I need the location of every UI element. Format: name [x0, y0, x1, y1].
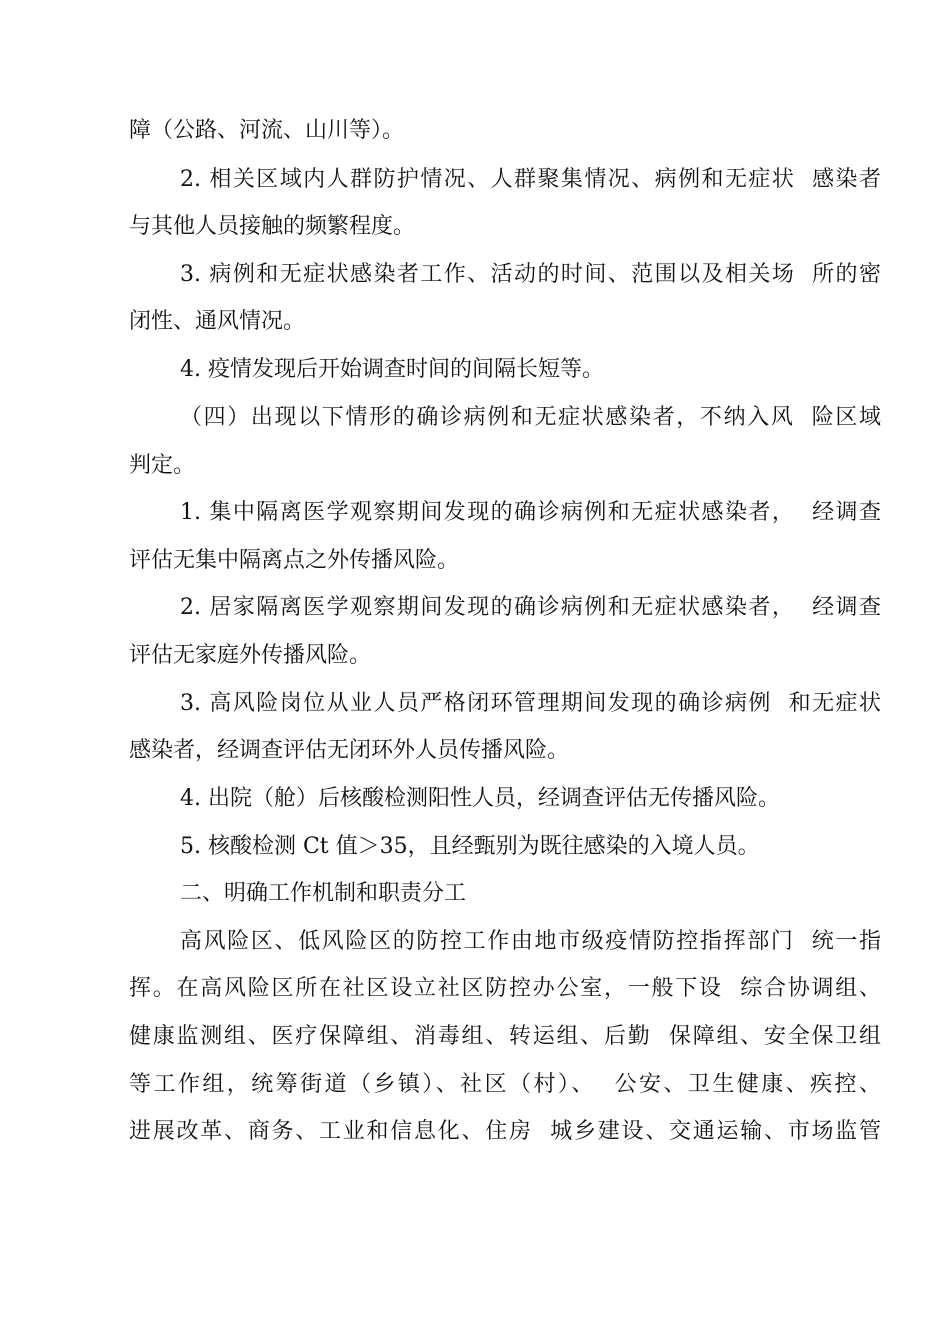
text-line: 闭性、通风情况。 [129, 309, 306, 334]
text-line: 进展改革、商务、工业和信息化、住房 城乡建设、交通运输、市场监管 [129, 1119, 881, 1144]
text-line: 2. 居家隔离医学观察期间发现的确诊病例和无症状感染者， 经调查 [180, 595, 881, 620]
text-line: 评估无集中隔离点之外传播风险。 [129, 548, 460, 573]
text-line: 4. 疫情发现后开始调查时间的间隔长短等。 [180, 357, 604, 382]
text-line: 1. 集中隔离医学观察期间发现的确诊病例和无症状感染者， 经调查 [180, 500, 881, 525]
text-line: 健康监测组、医疗保障组、消毒组、转运组、后勤 保障组、安全保卫组 [129, 1024, 881, 1049]
section-heading: 二、明确工作机制和职责分工 [180, 881, 467, 906]
text-line: 障（公路、河流、山川等）。 [129, 118, 405, 143]
text-line: 4. 出院（舱）后核酸检测阳性人员，经调查评估无传播风险。 [180, 786, 780, 811]
text-line: 2. 相关区域内人群防护情况、人群聚集情况、病例和无症状 感染者 [180, 167, 881, 192]
text-line: 与其他人员接触的频繁程度。 [129, 214, 416, 239]
text-line: 高风险区、低风险区的防控工作由地市级疫情防控指挥部门 统一指 [180, 929, 881, 954]
text-line: 评估无家庭外传播风险。 [129, 643, 372, 668]
text-line: （四）出现以下情形的确诊病例和无症状感染者，不纳入风 险区域 [180, 405, 881, 430]
text-line: 3. 病例和无症状感染者工作、活动的时间、范围以及相关场 所的密 [180, 262, 881, 287]
text-line: 5. 核酸检测 Ct 值＞35，且经甄别为既往感染的入境人员。 [180, 834, 760, 859]
text-line: 感染者，经调查评估无闭环外人员传播风险。 [129, 738, 570, 763]
text-line: 判定。 [129, 453, 196, 478]
text-line: 挥。在高风险区所在社区设立社区防控办公室，一般下设 综合协调组、 [129, 976, 881, 1001]
text-line: 等工作组，统筹街道（乡镇）、社区（村）、 公安、卫生健康、疾控、 [129, 1072, 881, 1097]
text-line: 3. 高风险岗位从业人员严格闭环管理期间发现的确诊病例 和无症状 [180, 691, 881, 716]
